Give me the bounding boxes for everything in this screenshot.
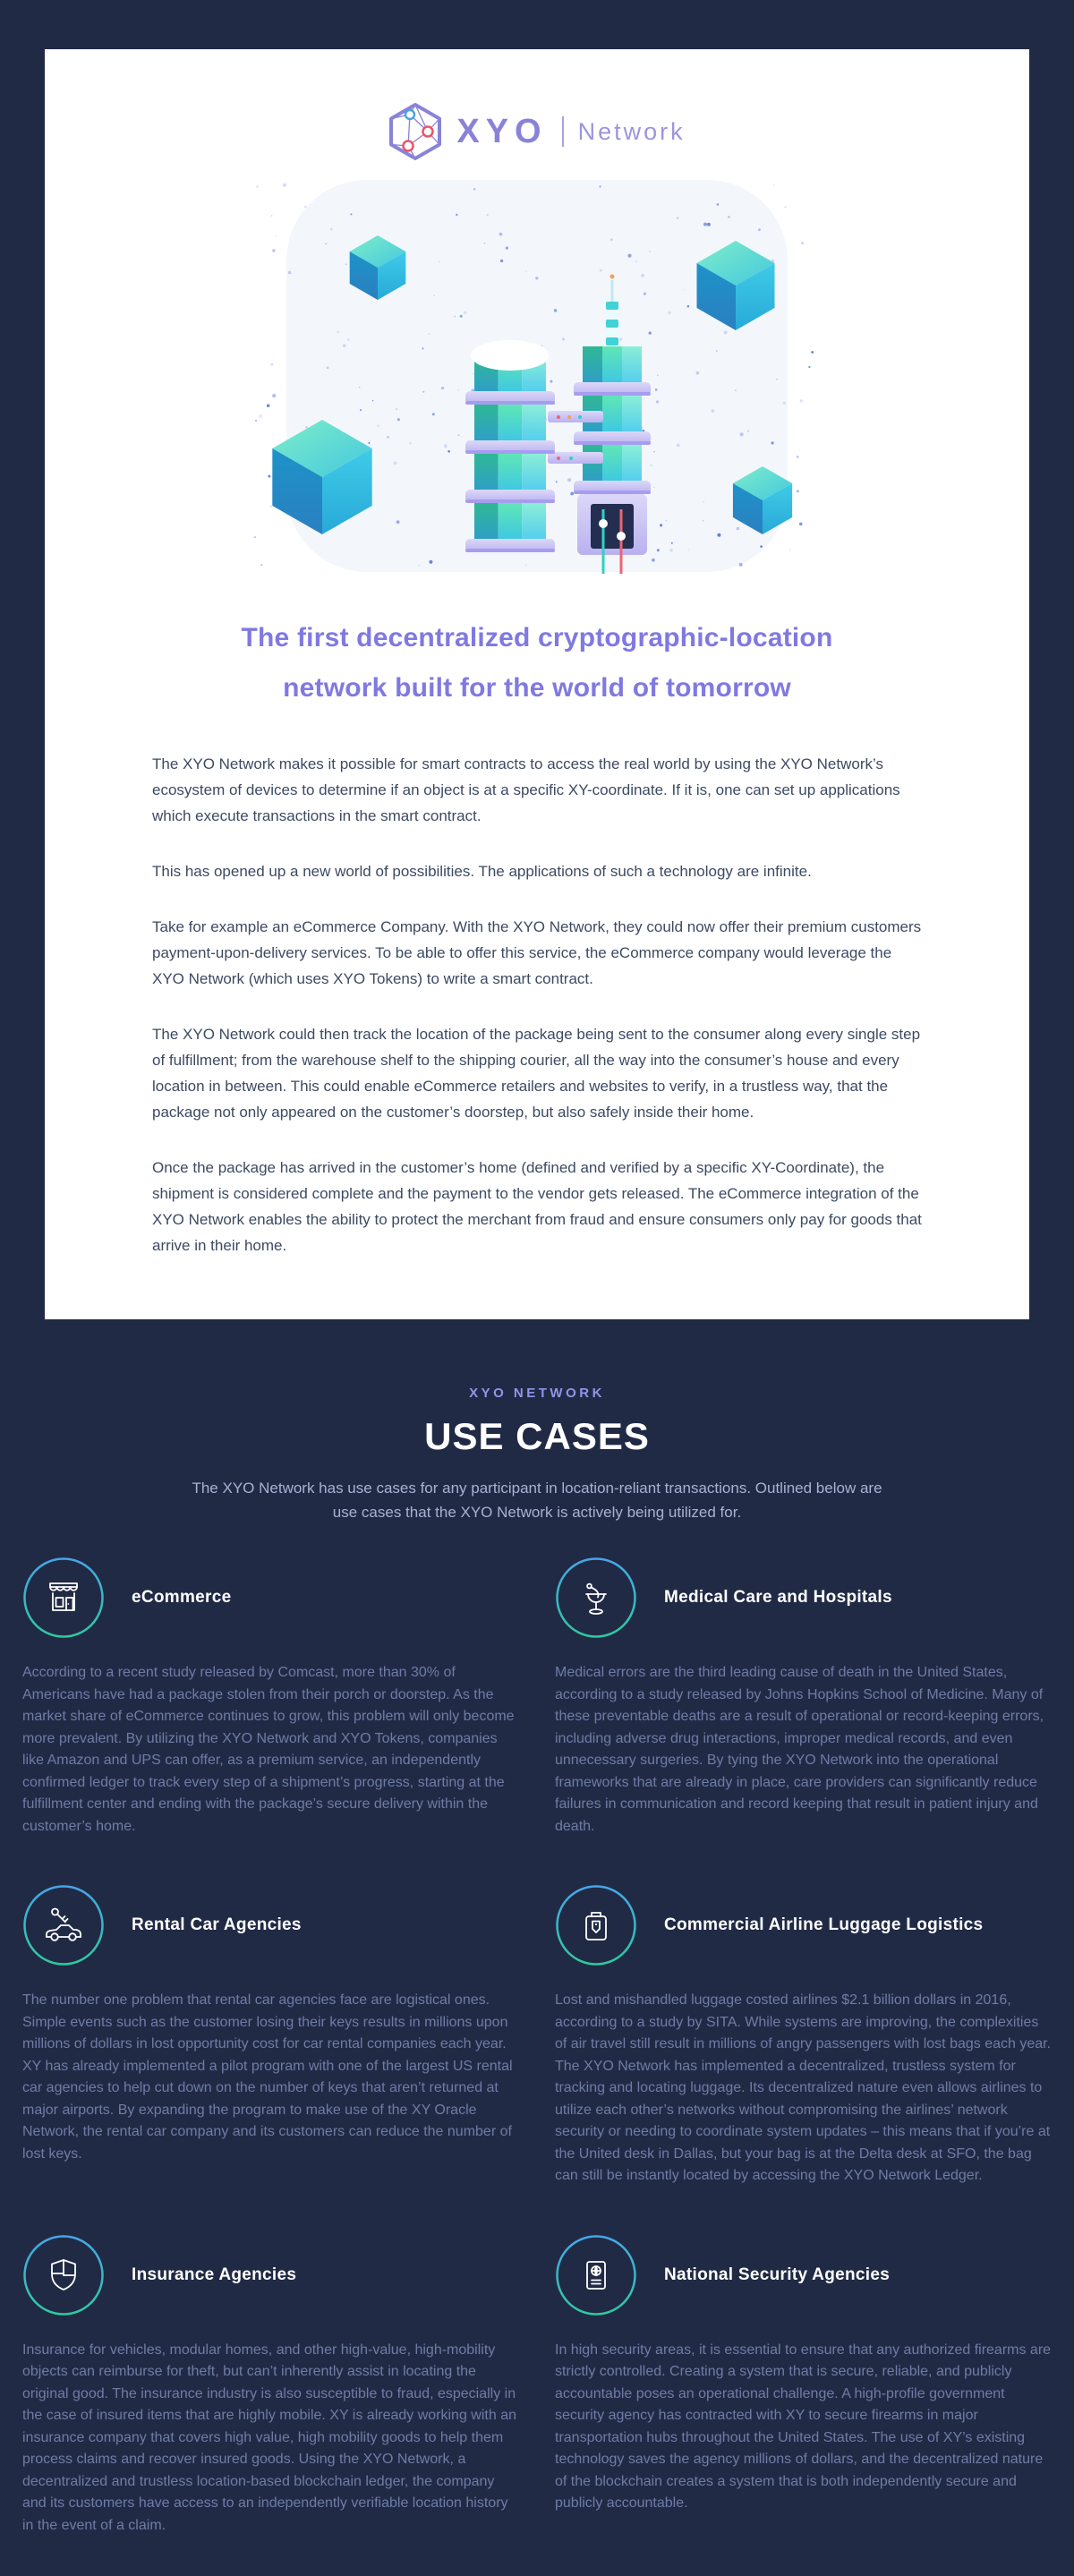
section-eyebrow: XYO NETWORK [469, 1386, 605, 1401]
use-case-national-security [555, 2234, 1052, 2538]
intro-paragraph: This has opened up a new world of possibilities. The applications of such a technology are infinite. [152, 863, 812, 880]
use-case-title: Medical Care and Hospitals [664, 1588, 892, 1607]
section-subtitle: The XYO Network has use cases for any participant in location-reliant transactions. Outlined below are use cases that the XYO Network is actively being utilized for. [192, 1480, 882, 1521]
intro-paragraph: Take for example an eCommerce Company. With the XYO Network, they could now offer their premium customers payment-upon-delivery services. To be able to offer this service, the eCommerce company would leverage the XYO Network (which uses XYO Tokens) to write a smart contract. [152, 918, 922, 987]
use-case-title: Insurance Agencies [132, 2265, 297, 2284]
use-case-header [555, 1884, 1052, 1966]
xyo-hexagon-logo-icon [388, 102, 442, 161]
use-case-text: Lost and mishandled luggage costed airlines $2.1 billion dollars in 2016, according to a study by SITA. While systems are improving, the complexities of air travel still result in millions of angry passengers with lost bags each year. The XYO Network has implemented a decentralized, trustless system for tracking and locating luggage. Its decentralized nature even allows airlines to utilize each other’s networks without compromising the airlines’ network security or needing to coordinate system updates – this means that if you’re at the United desk in Dallas, but your bag is at the Delta desk at SFO, the bag can still be instantly located by accessing the XYO Network Ledger. [555, 1992, 1052, 2183]
xyo-logo [45, 96, 1029, 167]
use-case-title: National Security Agencies [664, 2265, 891, 2284]
shield-icon [22, 2234, 105, 2316]
use-case-title: eCommerce [132, 1588, 232, 1607]
hygieia-bowl-icon [555, 1557, 637, 1639]
logo-suffix: Network [577, 117, 686, 145]
intro-card [45, 49, 1029, 1319]
use-case-title: Commercial Airline Luggage Logistics [664, 1915, 984, 1934]
intro-paragraph: Once the package has arrived in the customer’s home (defined and verified by a specific XY-Coordinate), the shipment is considered complete and the payment to the vendor gets released. The eCommerce integration of the XYO Network enables the ability to protect the merchant from fraud and ensure consumers only pay for goods that arrive in their home. [152, 1159, 922, 1254]
use-case-text: Insurance for vehicles, modular homes, and other high-value, high-mobility objects can reimburse for theft, but can’t inherently assist in locating the original good. The insurance industry is also susceptible to fraud, especially in the case of insured items that are highly mobile. XY is already working with an insurance company that covers high value, high mobility goods to help them process claims and recover insured goods. Using the XYO Network, a decentralized and trustless location-based blockchain ledger, the company and its customers have access to an independently verifiable location history in the event of a claim. [22, 2341, 516, 2533]
page [0, 49, 1074, 2576]
use-case-rental-car [22, 1884, 519, 2188]
use-case-text: In high security areas, it is essential to ensure that any authorized firearms are strictly controlled. Creating a system that is secure, reliable, and publicly accountable poses an operational challenge. A high-profile government security agency has contracted with XY to secure firearms in major transportation hubs throughout the United States. The use of XY’s existing technology saves the agency millions of dollars, and the decentralized nature of the blockchain creates a system that is both independently secure and publicly accountable. [555, 2341, 1052, 2511]
passport-icon [555, 2234, 637, 2316]
use-case-medical [555, 1557, 1052, 1838]
towers-illustration [233, 180, 841, 574]
use-case-text: Medical errors are the third leading cause of death in the United States, according to a study released by Johns Hopkins School of Medicine. Many of these preventable deaths are a result of operational or record-keeping errors, including adverse drug interactions, improper medical records, and even unnecessary surgeries. By tying the XYO Network into the operational frameworks that are already in place, care providers can significantly reduce failures in communication and record keeping that result in patient injury and death. [555, 1665, 1044, 1834]
luggage-icon [555, 1884, 637, 1966]
intro-paragraph: The XYO Network could then track the location of the package being sent to the consumer along every single step of fulfillment; from the warehouse shelf to the shipping courier, all the way into the consumer’s house and every location in between. This could enable eCommerce retailers and websites to verify, in a trustless way, that the package not only appeared on the customer’s doorstep, but also safely inside their home. [152, 1026, 921, 1121]
intro-copy [152, 751, 922, 1258]
use-case-text: According to a recent study released by Comcast, more than 30% of Americans have had a package stolen from their porch or doorstep. As the market share of eCommerce continues to grow, this problem will only become more prevalent. By utilizing the XYO Network and XYO Tokens, companies like Amazon and UPS can offer, as a premium service, an independently confirmed ledger to track every step of a shipment’s progress, starting at the fulfillment center and ending with the package’s secure delivery within the customer’s home. [22, 1665, 515, 1834]
use-case-text: The number one problem that rental car agencies face are logistical ones. Simple events such as the customer losing their keys results in millions upon millions of dollars in lost opportunity cost for car rental companies each year. XY has already implemented a pilot program with one of the largest US rental car agencies to help cut down on the number of keys that aren’t returned at major airports. By expanding the program to make use of the XY Oracle Network, the rental car company and its customers can reduce the number of lost keys. [22, 1992, 513, 2162]
use-case-header [22, 1557, 519, 1639]
use-case-header [22, 2234, 519, 2316]
storefront-icon [22, 1557, 105, 1639]
headline-line-2: network built for the world of tomorrow [283, 673, 791, 703]
intro-paragraph: The XYO Network makes it possible for smart contracts to access the real world by using the XYO Network’s ecosystem of devices to determine if an object is at a specific XY-coordinate. If it is, one can set up applications which execute transactions in the smart contract. [152, 755, 900, 824]
use-cases-section [0, 1319, 1074, 2576]
page-title [45, 613, 1029, 713]
use-case-title: Rental Car Agencies [132, 1915, 302, 1934]
section-title: USE CASES [424, 1415, 650, 1457]
use-case-header [555, 2234, 1052, 2316]
logo-text: XYO [456, 112, 548, 150]
use-case-header [555, 1557, 1052, 1639]
use-case-header [22, 1884, 519, 1966]
use-case-ecommerce [22, 1557, 519, 1838]
use-case-insurance [22, 2234, 519, 2538]
use-case-grid [22, 1557, 1052, 2537]
use-case-luggage [555, 1884, 1052, 2188]
logo-divider [562, 116, 564, 147]
car-key-icon [22, 1884, 105, 1966]
headline-line-1: The first decentralized cryptographic-location [241, 623, 833, 653]
